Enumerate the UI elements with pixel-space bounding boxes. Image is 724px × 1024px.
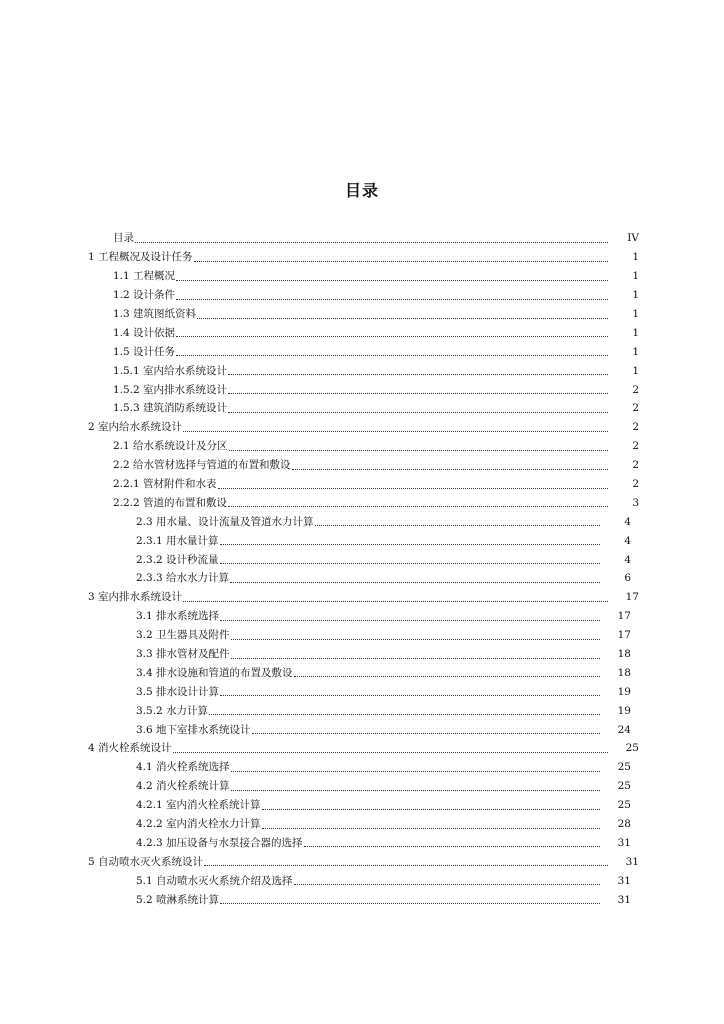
toc-entry[interactable] <box>0 229 724 248</box>
toc-dot-leader <box>176 298 608 300</box>
toc-dot-leader <box>220 562 600 564</box>
toc-entry[interactable] <box>0 834 724 853</box>
table-of-contents <box>0 229 724 909</box>
toc-dot-leader <box>209 713 600 715</box>
toc-entry[interactable] <box>0 475 724 494</box>
toc-entry[interactable] <box>0 342 724 361</box>
toc-entry[interactable] <box>0 437 724 456</box>
toc-entry-page-number: 1 <box>632 364 639 377</box>
toc-dot-leader <box>252 732 600 734</box>
toc-entry-page-number: 3 <box>632 496 639 509</box>
toc-entry[interactable] <box>0 380 724 399</box>
toc-entry-label: 1 工程概况及设计任务 <box>88 251 193 264</box>
toc-dot-leader <box>315 524 600 526</box>
toc-entry-page-number: 19 <box>617 704 631 717</box>
toc-entry[interactable] <box>0 815 724 834</box>
toc-dot-leader <box>194 260 608 262</box>
toc-entry-label: 1.2 设计条件 <box>113 289 176 302</box>
toc-dot-leader <box>135 241 608 243</box>
toc-entry-label: 1.5.3 建筑消防系统设计 <box>113 402 228 415</box>
toc-entry[interactable] <box>0 739 724 758</box>
toc-entry-page-number: 2 <box>632 421 639 434</box>
toc-entry-page-number: 17 <box>617 629 631 642</box>
toc-entry-page-number: 31 <box>625 855 639 868</box>
toc-entry[interactable] <box>0 682 724 701</box>
toc-dot-leader <box>231 638 600 640</box>
toc-entry-label: 3 室内排水系统设计 <box>88 591 183 604</box>
toc-entry-label: 1.4 设计依据 <box>113 326 176 339</box>
toc-entry-page-number: 25 <box>625 742 639 755</box>
toc-dot-leader <box>218 487 608 489</box>
toc-entry-page-number: 17 <box>625 591 639 604</box>
toc-entry-page-number: 1 <box>632 270 639 283</box>
toc-dot-leader <box>176 335 608 337</box>
toc-dot-leader <box>173 751 608 753</box>
toc-dot-leader <box>230 581 600 583</box>
toc-entry-page-number: 2 <box>632 402 639 415</box>
toc-dot-leader <box>197 317 608 319</box>
toc-entry-page-number: 2 <box>632 440 639 453</box>
toc-dot-leader <box>220 619 600 621</box>
toc-entry[interactable] <box>0 701 724 720</box>
toc-dot-leader <box>228 373 608 375</box>
toc-entry[interactable] <box>0 361 724 380</box>
toc-entry-label: 2.2 给水管材选择与管道的布置和敷设 <box>113 459 291 472</box>
toc-entry[interactable] <box>0 777 724 796</box>
toc-entry-page-number: 1 <box>632 308 639 320</box>
toc-entry-page-number: 4 <box>624 534 631 547</box>
toc-dot-leader <box>231 770 600 772</box>
toc-entry[interactable] <box>0 758 724 777</box>
toc-dot-leader <box>228 411 608 413</box>
toc-entry-label: 3.1 排水系统选择 <box>136 610 220 623</box>
toc-entry-label: 3.5.2 水力计算 <box>136 704 209 717</box>
toc-dot-leader <box>183 600 608 602</box>
toc-entry-page-number: 1 <box>632 251 639 264</box>
toc-entry[interactable] <box>0 890 724 909</box>
toc-dot-leader <box>176 354 608 356</box>
toc-entry-label: 1.3 建筑图纸资料 <box>113 308 197 320</box>
toc-entry-page-number: 31 <box>617 836 631 849</box>
toc-entry-label: 2.2.2 管道的布置和敷设 <box>113 496 228 509</box>
toc-entry-page-number: 25 <box>617 799 631 812</box>
toc-dot-leader <box>294 675 600 677</box>
toc-entry[interactable] <box>0 418 724 437</box>
toc-entry-label: 4.2.2 室内消火栓水力计算 <box>136 818 261 831</box>
toc-entry-label: 3.6 地下室排水系统设计 <box>136 723 251 736</box>
toc-entry-page-number: 2 <box>632 478 639 491</box>
toc-entry-page-number: 25 <box>617 761 631 774</box>
toc-dot-leader <box>294 883 600 885</box>
toc-entry-label: 4 消火栓系统设计 <box>88 742 172 755</box>
toc-entry-page-number: 19 <box>617 685 631 698</box>
toc-dot-leader <box>262 808 600 810</box>
toc-entry-page-number: 24 <box>617 723 631 736</box>
toc-entry[interactable] <box>0 796 724 815</box>
toc-entry-label: 4.2.1 室内消火栓系统计算 <box>136 799 261 812</box>
toc-entry[interactable] <box>0 323 724 342</box>
toc-dot-leader <box>176 279 608 281</box>
toc-entry[interactable] <box>0 720 724 739</box>
toc-entry-page-number: 4 <box>624 515 631 528</box>
toc-entry-label: 1.5 设计任务 <box>113 345 176 358</box>
toc-entry-page-number: 2 <box>632 383 639 396</box>
toc-entry-label: 4.1 消火栓系统选择 <box>136 761 230 774</box>
toc-entry-page-number: 18 <box>617 648 631 661</box>
toc-entry[interactable] <box>0 267 724 286</box>
toc-entry[interactable] <box>0 305 724 324</box>
toc-entry-label: 2 室内给水系统设计 <box>88 421 183 434</box>
toc-entry-label: 5 自动喷水灭火系统设计 <box>88 855 204 868</box>
toc-title: 目录 <box>344 181 379 200</box>
toc-entry[interactable] <box>0 607 724 626</box>
toc-entry-label: 3.2 卫生器具及附件 <box>136 629 230 642</box>
toc-entry-page-number: 31 <box>617 874 631 887</box>
toc-entry-page-number: 6 <box>624 572 631 585</box>
toc-entry-page-number: 1 <box>632 326 639 339</box>
toc-entry[interactable] <box>0 399 724 418</box>
toc-dot-leader <box>292 468 608 470</box>
toc-entry-page-number: 17 <box>617 610 631 623</box>
toc-entry-label: 2.3.2 设计秒流量 <box>136 553 219 566</box>
toc-entry-label: 2.3.3 给水水力计算 <box>136 572 230 585</box>
toc-dot-leader <box>183 430 608 432</box>
toc-entry-page-number: IV <box>627 232 639 245</box>
toc-entry-label: 3.3 排水管材及配件 <box>136 648 230 661</box>
toc-entry-page-number: 1 <box>632 289 639 302</box>
toc-entry-label: 2.3.1 用水量计算 <box>136 534 219 547</box>
toc-entry[interactable] <box>0 626 724 645</box>
toc-entry[interactable] <box>0 871 724 890</box>
toc-dot-leader <box>228 505 608 507</box>
toc-entry[interactable] <box>0 248 724 267</box>
toc-entry[interactable] <box>0 645 724 664</box>
toc-entry-label: 目录 <box>113 232 134 245</box>
toc-dot-leader <box>228 392 608 394</box>
toc-dot-leader <box>220 902 600 904</box>
toc-dot-leader <box>220 694 600 696</box>
toc-entry-label: 1.1 工程概况 <box>113 270 176 283</box>
toc-entry[interactable] <box>0 286 724 305</box>
toc-entry-label: 5.2 喷淋系统计算 <box>136 893 220 906</box>
toc-entry-label: 4.2.3 加压设备与水泵接合器的选择 <box>136 836 303 849</box>
toc-entry[interactable] <box>0 456 724 475</box>
toc-entry[interactable] <box>0 550 724 569</box>
toc-entry-page-number: 2 <box>632 459 639 472</box>
toc-entry[interactable] <box>0 588 724 607</box>
toc-dot-leader <box>204 864 608 866</box>
toc-entry[interactable] <box>0 663 724 682</box>
toc-entry-label: 2.1 给水系统设计及分区 <box>113 440 228 453</box>
toc-dot-leader <box>262 827 600 829</box>
toc-entry-page-number: 31 <box>617 893 631 906</box>
toc-entry-page-number: 1 <box>632 345 639 358</box>
toc-dot-leader <box>304 845 600 847</box>
toc-entry-page-number: 25 <box>617 780 631 793</box>
toc-entry-page-number: 28 <box>617 818 631 831</box>
toc-entry-page-number: 18 <box>617 666 631 679</box>
toc-dot-leader <box>231 789 600 791</box>
toc-entry-page-number: 4 <box>624 553 631 566</box>
toc-entry[interactable] <box>0 493 724 512</box>
toc-entry[interactable] <box>0 852 724 871</box>
toc-entry[interactable] <box>0 569 724 588</box>
toc-entry-label: 4.2 消火栓系统计算 <box>136 780 230 793</box>
toc-entry[interactable] <box>0 512 724 531</box>
toc-entry-label: 5.1 自动喷水灭火系统介绍及选择 <box>136 874 293 887</box>
toc-dot-leader <box>229 449 608 451</box>
toc-dot-leader <box>231 657 600 659</box>
toc-entry-label: 3.4 排水设施和管道的布置及敷设 <box>136 666 293 679</box>
toc-dot-leader <box>220 543 600 545</box>
toc-entry-label: 2.2.1 管材附件和水表 <box>113 478 217 491</box>
toc-entry-label: 1.5.2 室内排水系统设计 <box>113 383 228 396</box>
toc-entry-label: 2.3 用水量、设计流量及管道水力计算 <box>136 515 314 528</box>
toc-entry-label: 3.5 排水设计计算 <box>136 685 220 698</box>
toc-entry[interactable] <box>0 531 724 550</box>
toc-entry-label: 1.5.1 室内给水系统设计 <box>113 364 228 377</box>
